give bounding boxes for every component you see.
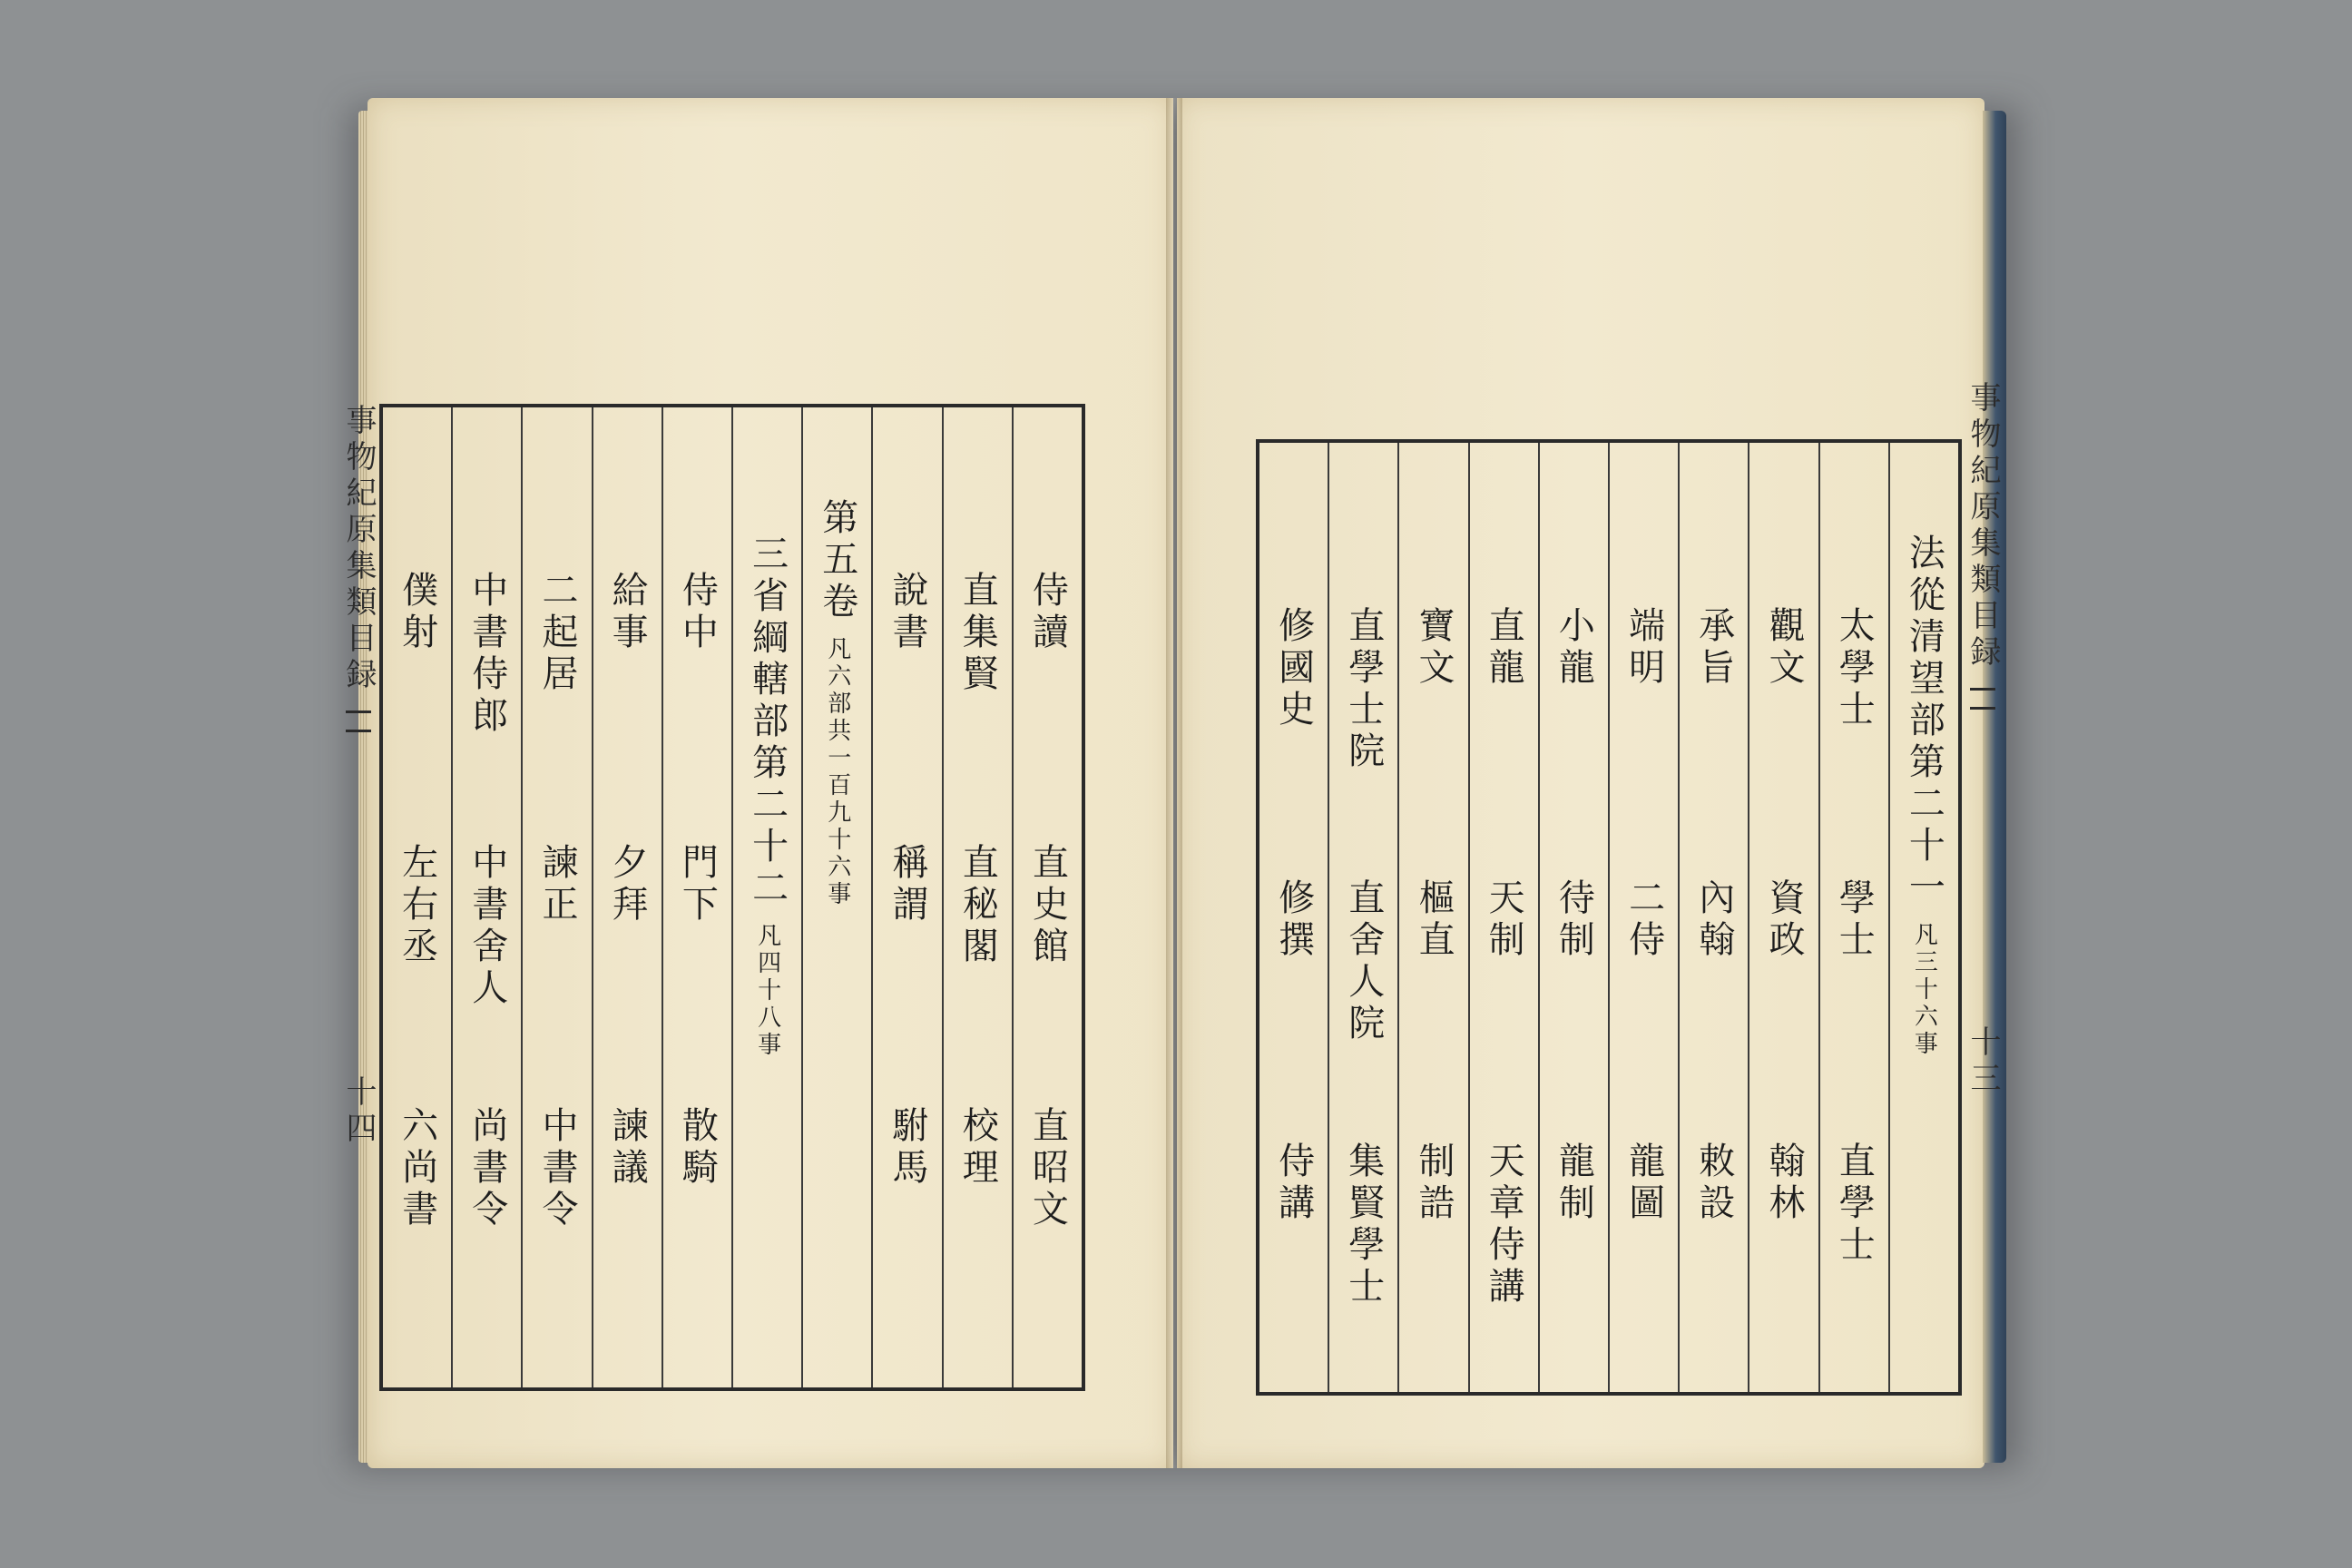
- entry: 太學士: [1833, 606, 1876, 731]
- column: [451, 407, 521, 1387]
- entry: 侍中: [676, 571, 719, 654]
- entry: 直史館: [1026, 843, 1069, 968]
- entry: 侍讀: [1026, 571, 1069, 654]
- column: [662, 407, 731, 1387]
- entry: 直昭文: [1026, 1106, 1069, 1231]
- book-gutter: [1166, 98, 1182, 1468]
- fishtail-mark: [346, 710, 371, 732]
- entry: 六尚書: [396, 1106, 438, 1231]
- left-banner-title: 事物紀原集類目録: [340, 404, 377, 694]
- volume-heading-column: [801, 407, 871, 1387]
- entry: 直學士: [1833, 1142, 1876, 1267]
- entry: 龍圖: [1622, 1142, 1665, 1225]
- column: [1748, 443, 1818, 1392]
- column: [1259, 443, 1328, 1392]
- fishtail-mark: [1970, 688, 1995, 710]
- entry: 直舍人院: [1342, 878, 1385, 1045]
- column: [1818, 443, 1888, 1392]
- section-note: 凡三十六事: [1910, 922, 1938, 1058]
- column: [942, 407, 1012, 1387]
- column: [592, 407, 662, 1387]
- column: [871, 407, 941, 1387]
- entry: 寶文: [1412, 606, 1455, 690]
- entry: 龍制: [1553, 1142, 1595, 1225]
- volume-note: 凡六部共一百九十六事: [823, 636, 851, 908]
- entry: 散騎: [676, 1106, 719, 1190]
- volume-heading: 第五卷: [816, 498, 858, 623]
- entry: 資政: [1762, 878, 1805, 962]
- right-banner: [1955, 381, 2010, 1388]
- entry: 直學士院: [1342, 606, 1385, 773]
- column: [521, 407, 591, 1387]
- entry: 尚書令: [466, 1106, 508, 1231]
- column: [1678, 443, 1748, 1392]
- entry: 直集賢: [956, 571, 999, 696]
- section-heading-column: [731, 407, 801, 1387]
- entry: 修國史: [1272, 606, 1315, 731]
- column: [1012, 407, 1082, 1387]
- entry: 校理: [956, 1106, 999, 1190]
- entry: 中書令: [535, 1106, 578, 1231]
- entry: 諫正: [535, 843, 578, 926]
- entry: 夕拜: [606, 843, 649, 926]
- entry: 僕射: [396, 571, 438, 654]
- right-text-frame: [1256, 439, 1962, 1396]
- entry: 觀文: [1762, 606, 1805, 690]
- entry: 翰林: [1762, 1142, 1805, 1225]
- entry: 制誥: [1412, 1142, 1455, 1225]
- entry: 侍講: [1272, 1142, 1315, 1225]
- section-heading-column: [1888, 443, 1958, 1392]
- entry: 內翰: [1692, 878, 1735, 962]
- entry: 中書侍郎: [466, 571, 508, 738]
- entry: 樞直: [1412, 878, 1455, 962]
- column: [383, 407, 451, 1387]
- entry: 二起居: [535, 571, 578, 696]
- entry: 天章侍講: [1483, 1142, 1525, 1308]
- column: [1397, 443, 1467, 1392]
- entry: 敕設: [1692, 1142, 1735, 1225]
- section-note: 凡四十八事: [753, 923, 781, 1059]
- column: [1468, 443, 1538, 1392]
- left-leaf-number: 十四: [340, 1075, 377, 1148]
- entry: 承旨: [1692, 606, 1735, 690]
- left-banner: [331, 404, 386, 1384]
- left-text-frame: [379, 404, 1085, 1391]
- entry: 待制: [1553, 878, 1595, 962]
- entry: 二侍: [1622, 878, 1665, 962]
- entry: 諫議: [606, 1106, 649, 1190]
- entry: 說書: [886, 571, 928, 654]
- entry: 集賢學士: [1342, 1142, 1385, 1308]
- entry: 稱謂: [886, 843, 928, 926]
- entry: 直龍: [1483, 606, 1525, 690]
- column: [1538, 443, 1608, 1392]
- right-banner-title: 事物紀原集類目録: [1965, 381, 2001, 671]
- entry: 駙馬: [886, 1106, 928, 1190]
- right-leaf-number: 十三: [1965, 1025, 2001, 1098]
- entry: 修撰: [1272, 878, 1315, 962]
- entry: 天制: [1483, 878, 1525, 962]
- entry: 左右丞: [396, 843, 438, 968]
- entry: 中書舍人: [466, 843, 508, 1010]
- entry: 學士: [1833, 878, 1876, 962]
- entry: 小龍: [1553, 606, 1595, 690]
- entry: 直秘閣: [956, 843, 999, 968]
- entry: 端明: [1622, 606, 1665, 690]
- section-heading: 法從清望部第二十一: [1903, 534, 1945, 909]
- entry: 門下: [676, 843, 719, 926]
- section-heading: 三省綱轄部第二十二: [746, 534, 789, 910]
- column: [1328, 443, 1397, 1392]
- entry: 給事: [606, 571, 649, 654]
- column: [1608, 443, 1678, 1392]
